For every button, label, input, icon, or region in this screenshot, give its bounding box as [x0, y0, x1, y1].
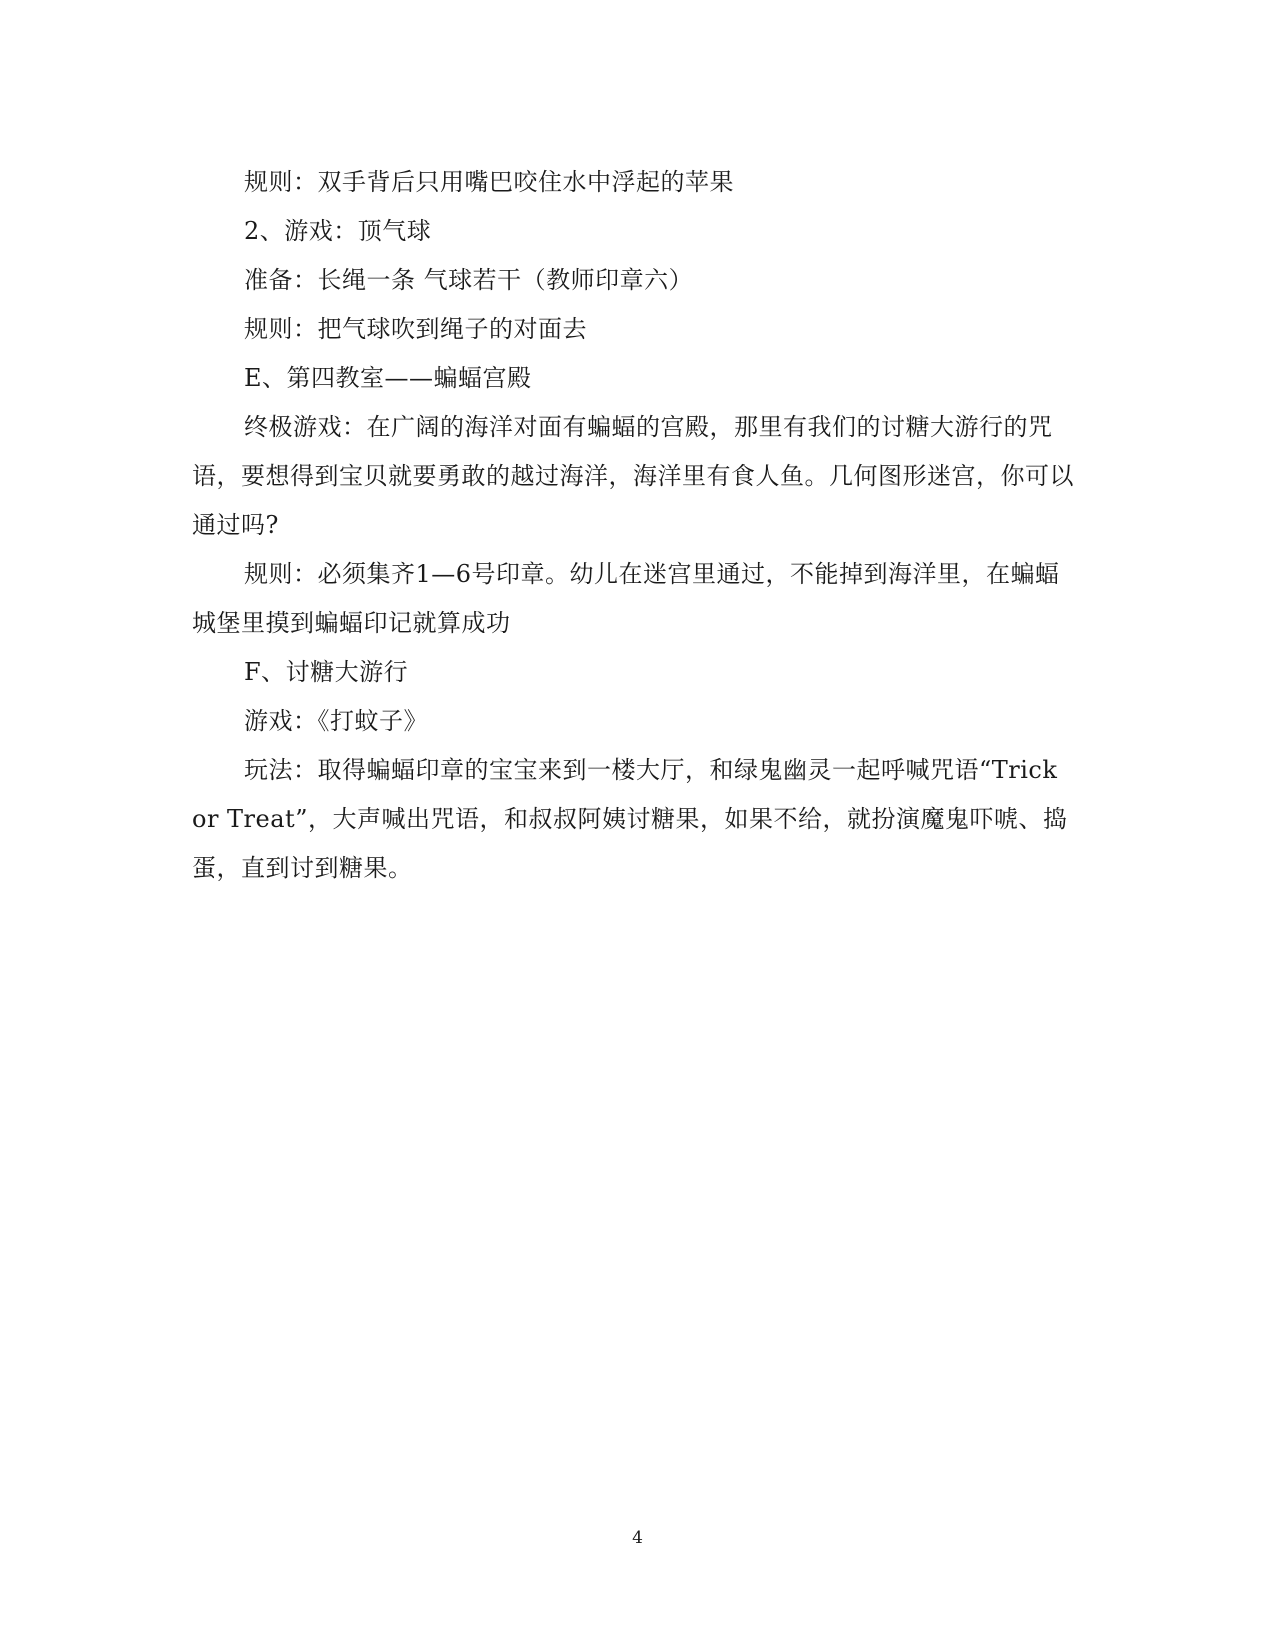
- paragraph-rule-balloon: 规则：把气球吹到绳子的对面去: [244, 315, 587, 343]
- paragraph-preparation: 准备：长绳一条 气球若干（教师印章六）: [244, 266, 694, 294]
- paragraph-candy-parade: F、讨糖大游行: [244, 658, 409, 686]
- paragraph-rule-apple: 规则：双手背后只用嘴巴咬住水中浮起的苹果: [244, 168, 734, 196]
- page-number: 4: [632, 1528, 643, 1548]
- paragraph-game-balloon: 2、游戏：顶气球: [244, 217, 432, 245]
- document-body: [192, 158, 1084, 893]
- paragraph-rule-maze: 规则：必须集齐1—6号印章。幼儿在迷宫里通过，不能掉到海洋里，在蝙蝠城堡里摸到蝙蝠印记就算成功: [192, 560, 1060, 637]
- paragraph-classroom-four: E、第四教室——蝙蝠宫殿: [244, 364, 532, 392]
- paragraph-ultimate-game: 终极游戏：在广阔的海洋对面有蝙蝠的宫殿，那里有我们的讨糖大游行的咒语，要想得到宝贝就要勇敢的越过海洋，海洋里有食人鱼。几何图形迷宫，你可以通过吗?: [192, 413, 1074, 539]
- paragraph-game-mosquito: 游戏：《打蚊子》: [244, 707, 428, 735]
- paragraph-play-method: 玩法：取得蝙蝠印章的宝宝来到一楼大厅，和绿鬼幽灵一起呼喊咒语“Trick or Treat”，大声喊出咒语，和叔叔阿姨讨糖果，如果不给，就扮演魔鬼吓唬、捣蛋，直到讨到糖果。: [192, 756, 1068, 882]
